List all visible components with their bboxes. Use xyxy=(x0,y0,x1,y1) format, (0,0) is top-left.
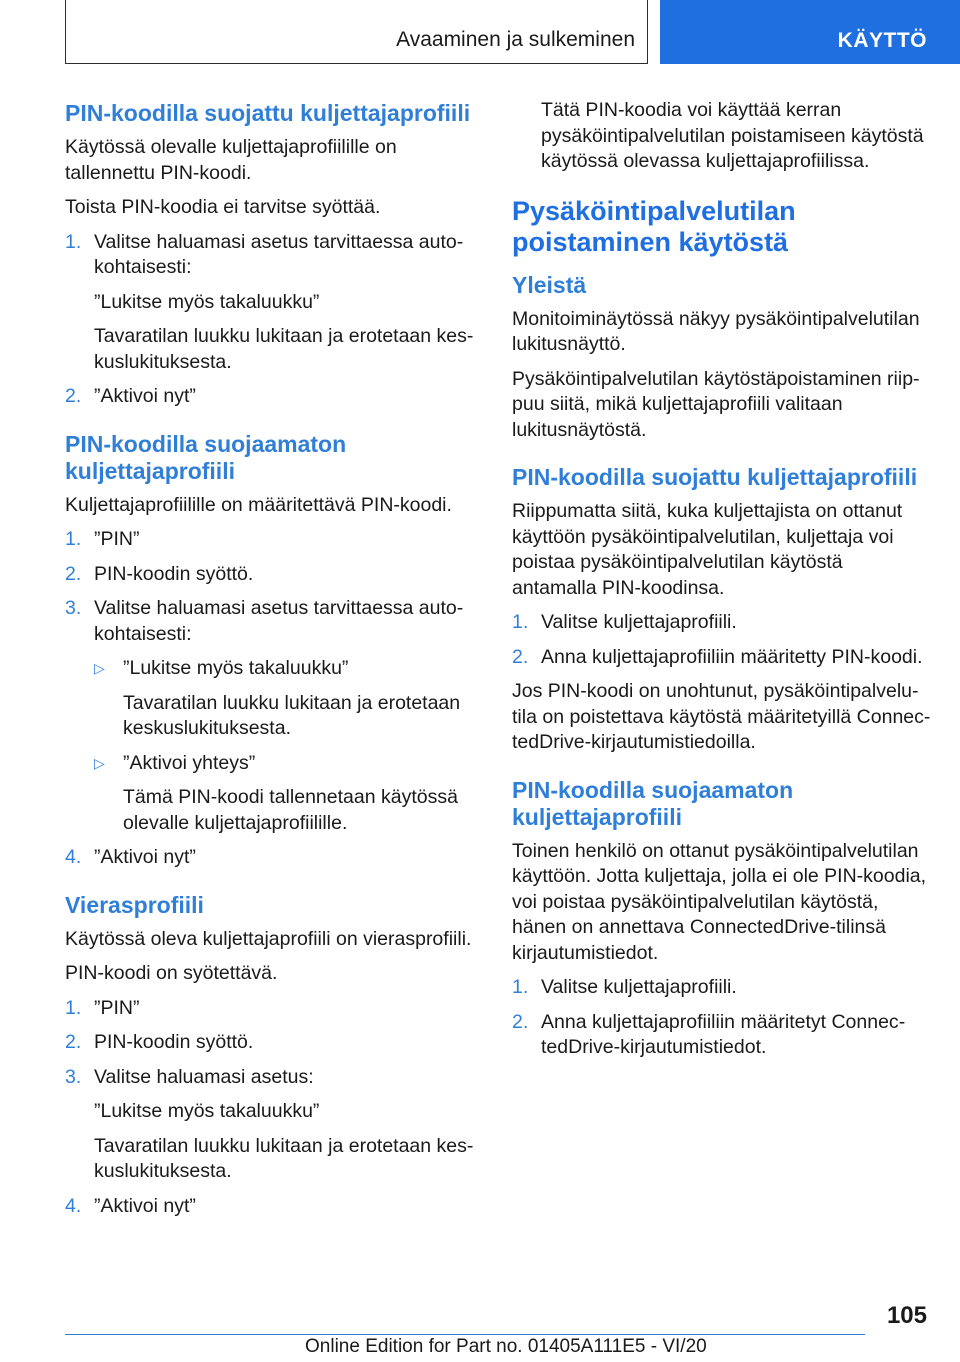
step-number: 1. xyxy=(65,528,82,550)
step-number: 4. xyxy=(65,1194,82,1217)
step-number: 1. xyxy=(65,230,82,253)
paragraph: PIN-koodi on syötettävä. xyxy=(65,962,278,984)
step-text: Anna kuljettajaprofiiliin määritetty PIN-koodi. xyxy=(541,645,923,668)
section-heading: Vierasprofiili xyxy=(65,891,204,918)
step-number: 1. xyxy=(512,611,529,633)
step-number: 2. xyxy=(65,562,82,585)
chapter-tab-label: KÄYTTÖ xyxy=(837,29,927,52)
paragraph: Pysäköintipalvelutilan käytöstäpoistaminen riippuu siitä, mikä kuljettajaprofiili valitaan lukitusnäytöstä. xyxy=(512,367,920,441)
list-item xyxy=(512,1010,932,1061)
section-title: Avaaminen ja sulkeminen xyxy=(396,28,635,51)
step-number: 3. xyxy=(65,1065,82,1088)
footer-divider xyxy=(65,1334,865,1335)
step-text: PIN-koodin syöttö. xyxy=(94,1031,254,1053)
step-text: Valitse haluamasi asetus tarvittaessa autokohtaisesti: xyxy=(94,230,464,278)
option-description: Tavaratilan luukku lukitaan ja erotetaan keskuslukituksesta. xyxy=(94,1134,474,1182)
paragraph: Tätä PIN-koodia voi käyttää kerran pysäköintipalvelutilan poistamiseen käytöstä käytössä olevassa kuljettajaprofiilissa. xyxy=(541,99,924,172)
page-number: 105 xyxy=(886,1302,927,1329)
step-text: Valitse kuljettajaprofiili. xyxy=(541,976,737,998)
list-item xyxy=(65,230,485,376)
step-text: ”Aktivoi nyt” xyxy=(94,846,196,868)
list-item xyxy=(65,845,485,871)
paragraph: Toinen henkilö on ottanut pysäköintipalvelutilan käyttöön. Jotta kuljettaja, jolla ei ole PIN-koodia, voi poistaa pysäköintipalvelutilan käytöstä, hänen on annettava ConnectedDrive-tilinsä kirjautumistiedot. xyxy=(512,839,927,964)
step-text: ”PIN” xyxy=(94,996,140,1019)
step-text: Valitse haluamasi asetus tarvittaessa autokohtaisesti: xyxy=(94,597,464,645)
list-item xyxy=(65,596,485,836)
paragraph: Käytössä olevalle kuljettajaprofiilille on tallennettu PIN-koodi. xyxy=(65,136,397,184)
step-text: Valitse kuljettajaprofiili. xyxy=(541,611,737,633)
left-column xyxy=(65,100,485,1228)
steps-list xyxy=(65,527,485,871)
paragraph: Monitoiminäytössä näkyy pysäköintipalvelutilan lukitusnäyttö. xyxy=(512,307,920,355)
step-text: Valitse haluamasi asetus: xyxy=(94,1065,314,1088)
option-description: Tämä PIN-koodi tallennetaan käytössä olevalle kuljettajaprofiilille. xyxy=(123,786,458,834)
list-item xyxy=(512,610,932,636)
step-number: 2. xyxy=(65,1031,82,1053)
step-text: Anna kuljettajaprofiiliin määritetyt ConnectedDrive-kirjautumistiedot. xyxy=(541,1010,906,1058)
right-column xyxy=(512,98,932,1070)
list-item xyxy=(65,562,485,588)
paragraph: Jos PIN-koodi on unohtunut, pysäköintipalvelutila on poistettava käytöstä määritetyillä ConnectedDrive-kirjautumistiedoilla. xyxy=(512,680,931,753)
step-number: 1. xyxy=(512,976,529,998)
option-name: ”Lukitse myös takaluukku” xyxy=(94,1100,320,1122)
step-text: PIN-koodin syöttö. xyxy=(94,562,254,585)
steps-list xyxy=(512,975,932,1061)
paragraph: Käytössä oleva kuljettajaprofiili on vierasprofiili. xyxy=(65,927,472,950)
section-heading: PIN-koodilla suojaamaton kuljettajaprofiili xyxy=(512,776,794,830)
step-number: 2. xyxy=(512,1010,529,1033)
option-item xyxy=(94,751,485,837)
option-description: Tavaratilan luukku lukitaan ja erotetaan keskuslukituksesta. xyxy=(123,691,461,739)
list-item xyxy=(512,645,932,671)
section-heading: PIN-koodilla suojattu kuljettajaprofiili xyxy=(512,464,918,490)
step-number: 3. xyxy=(65,597,82,619)
list-item xyxy=(65,527,485,553)
step-number: 4. xyxy=(65,846,82,868)
step-text: ”Aktivoi nyt” xyxy=(94,1194,196,1217)
triangle-bullet-icon: ▷ xyxy=(94,754,105,771)
section-heading: PIN-koodilla suojaamaton kuljettajaprofiili xyxy=(65,430,347,484)
option-name: ”Lukitse myös takaluukku” xyxy=(94,290,320,313)
edition-footer: Online Edition for Part no. 01405A111E5 - VI/20 xyxy=(305,1336,707,1357)
step-number: 1. xyxy=(65,996,82,1019)
option-name: ”Lukitse myös takaluukku” xyxy=(123,657,349,679)
chapter-heading: Pysäköintipalvelutilan poistaminen käytöstä xyxy=(512,195,796,257)
steps-list xyxy=(512,610,932,670)
chapter-tab[interactable] xyxy=(660,0,960,64)
step-number: 2. xyxy=(65,385,82,407)
step-text: ”PIN” xyxy=(94,528,140,550)
list-item xyxy=(65,1194,485,1220)
list-item xyxy=(65,996,485,1022)
header-section-box xyxy=(65,0,648,64)
steps-list xyxy=(65,230,485,410)
step-number: 2. xyxy=(512,645,529,668)
paragraph: Kuljettajaprofiilille on määritettävä PIN-koodi. xyxy=(65,493,452,516)
list-item xyxy=(65,1065,485,1185)
option-name: ”Aktivoi yhteys” xyxy=(123,751,256,774)
section-heading: Yleistä xyxy=(512,271,587,298)
option-list xyxy=(94,656,485,836)
paragraph: Toista PIN-koodia ei tarvitse syöttää. xyxy=(65,196,381,218)
section-heading: PIN-koodilla suojattu kuljettajaprofiili xyxy=(65,100,471,126)
paragraph: Riippumatta siitä, kuka kuljettajista on ottanut käyttöön pysäköintipalvelutilan, kuljettaja voi poistaa pysäköintipalvelutilan käytöstä antamalla PIN-koodinsa. xyxy=(512,500,903,599)
list-item xyxy=(65,384,485,410)
list-item xyxy=(512,975,932,1001)
list-item xyxy=(65,1030,485,1056)
option-description: Tavaratilan luukku lukitaan ja erotetaan keskuslukituksesta. xyxy=(94,325,474,373)
triangle-bullet-icon: ▷ xyxy=(94,660,105,676)
step-text: ”Aktivoi nyt” xyxy=(94,385,196,407)
option-item xyxy=(94,656,485,742)
steps-list xyxy=(65,996,485,1220)
